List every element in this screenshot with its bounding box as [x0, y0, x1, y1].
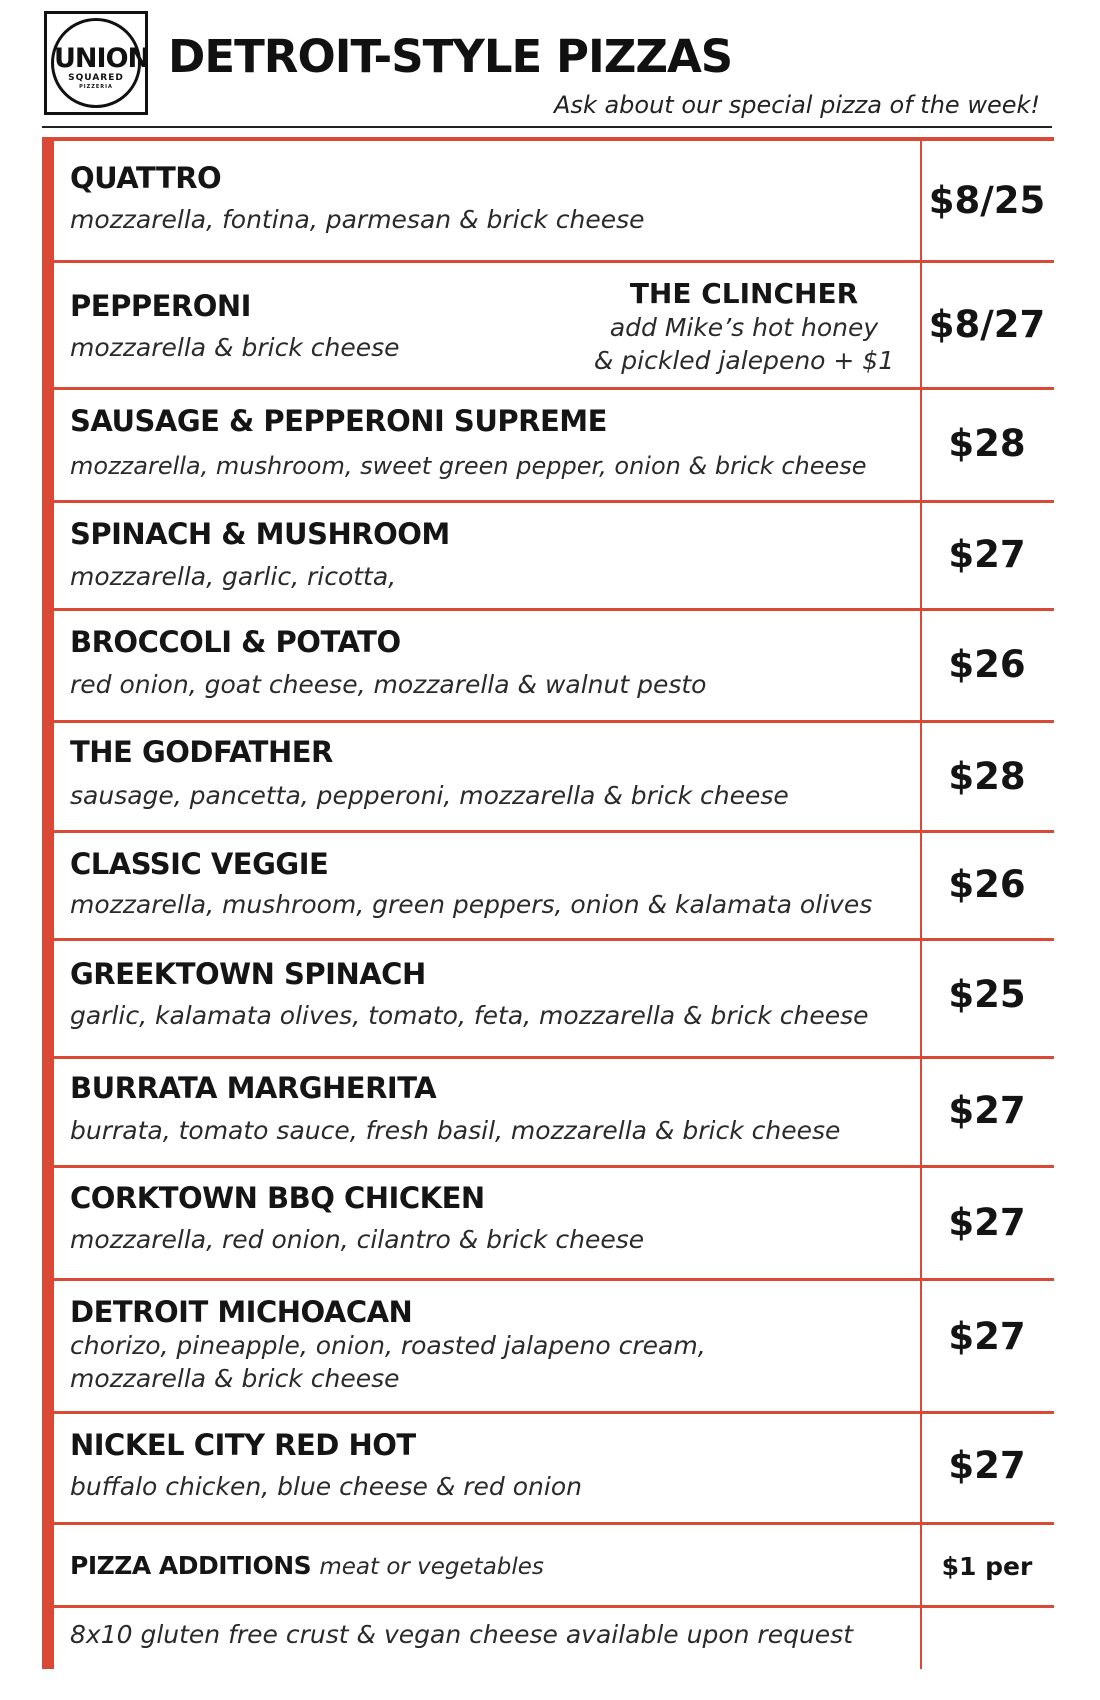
item-price: $8/27 [928, 303, 1046, 346]
pizza-additions-row [54, 1525, 1054, 1608]
menu-item-quattro [54, 141, 1054, 263]
menu-item-nickel-city-red-hot [54, 1414, 1054, 1525]
menu-item-spinach-mushroom [54, 503, 1054, 611]
item-description: mozzarella, garlic, ricotta, [70, 562, 397, 591]
menu-item-classic-veggie [54, 833, 1054, 941]
item-name: CLASSIC VEGGIE [70, 847, 329, 881]
item-description: mozzarella & brick cheese [70, 333, 400, 362]
item-price: $27 [948, 1201, 1026, 1244]
page-title: DETROIT-STYLE PIZZAS [168, 30, 733, 83]
dietary-note-row [54, 1608, 1054, 1669]
item-description-line-1: chorizo, pineapple, onion, roasted jalapeno cream, [70, 1331, 706, 1360]
menu-item-corktown-bbq-chicken [54, 1168, 1054, 1281]
additions-label [70, 1549, 544, 1584]
additions-name: PIZZA ADDITIONS [70, 1551, 312, 1580]
logo-sub: SQUARED [68, 73, 124, 83]
menu-left-bar [42, 137, 54, 1669]
menu-item-detroit-michoacan [54, 1281, 1054, 1414]
menu-item-burrata-margherita [54, 1059, 1054, 1168]
item-description: mozzarella, fontina, parmesan & brick cheese [70, 205, 645, 234]
clincher-addon [534, 277, 954, 377]
item-price: $25 [948, 973, 1026, 1016]
item-name: QUATTRO [70, 161, 222, 195]
item-name: BROCCOLI & POTATO [70, 625, 401, 659]
item-description: burrata, tomato sauce, fresh basil, mozzarella & brick cheese [70, 1116, 841, 1145]
item-description: red onion, goat cheese, mozzarella & walnut pesto [70, 670, 707, 699]
clincher-line-1: add Mike’s hot honey [609, 313, 879, 342]
item-price: $8/25 [928, 179, 1046, 222]
item-description: mozzarella, mushroom, green peppers, onion & kalamata olives [70, 890, 873, 919]
item-name: BURRATA MARGHERITA [70, 1071, 437, 1105]
menu-item-greektown-spinach [54, 941, 1054, 1059]
union-squared-logo [44, 11, 148, 115]
gluten-free-note: 8x10 gluten free crust & vegan cheese available upon request [70, 1620, 853, 1649]
item-price: $27 [948, 1089, 1026, 1132]
item-price: $27 [948, 533, 1026, 576]
item-price: $28 [948, 755, 1026, 798]
item-name: THE GODFATHER [70, 735, 333, 769]
item-price: $26 [948, 643, 1026, 686]
menu-item-sausage-pepperoni-supreme [54, 390, 1054, 503]
item-description: sausage, pancetta, pepperoni, mozzarella & brick cheese [70, 781, 789, 810]
menu-item-broccoli-potato [54, 611, 1054, 723]
item-name: NICKEL CITY RED HOT [70, 1428, 416, 1462]
logo-word: UNION [54, 43, 150, 74]
additions-price: $1 per [941, 1552, 1033, 1581]
menu-item-pepperoni [54, 263, 1054, 390]
item-name: SAUSAGE & PEPPERONI SUPREME [70, 404, 607, 438]
item-name: SPINACH & MUSHROOM [70, 517, 450, 551]
item-name: CORKTOWN BBQ CHICKEN [70, 1181, 485, 1215]
header-divider [42, 126, 1052, 128]
item-price: $28 [948, 422, 1026, 465]
item-price: $26 [948, 863, 1026, 906]
item-description: buffalo chicken, blue cheese & red onion [70, 1472, 582, 1501]
item-description: garlic, kalamata olives, tomato, feta, mozzarella & brick cheese [70, 1001, 869, 1030]
item-description: mozzarella, red onion, cilantro & brick cheese [70, 1225, 645, 1254]
logo-sub2: PIZZERIA [79, 84, 113, 90]
additions-description: meat or vegetables [319, 1554, 544, 1580]
item-name: GREEKTOWN SPINACH [70, 957, 426, 991]
item-price: $27 [948, 1315, 1026, 1358]
item-name: DETROIT MICHOACAN [70, 1295, 413, 1329]
item-name: PEPPERONI [70, 289, 251, 323]
clincher-line-2: & pickled jalepeno + $1 [593, 346, 895, 375]
logo-circle [51, 18, 150, 108]
item-description: mozzarella, mushroom, sweet green pepper, onion & brick cheese [70, 452, 867, 480]
special-tagline: Ask about our special pizza of the week! [554, 91, 1040, 119]
item-price: $27 [948, 1444, 1026, 1487]
clincher-title: THE CLINCHER [629, 277, 859, 310]
item-description-line-2: mozzarella & brick cheese [70, 1364, 400, 1393]
menu-item-the-godfather [54, 723, 1054, 833]
